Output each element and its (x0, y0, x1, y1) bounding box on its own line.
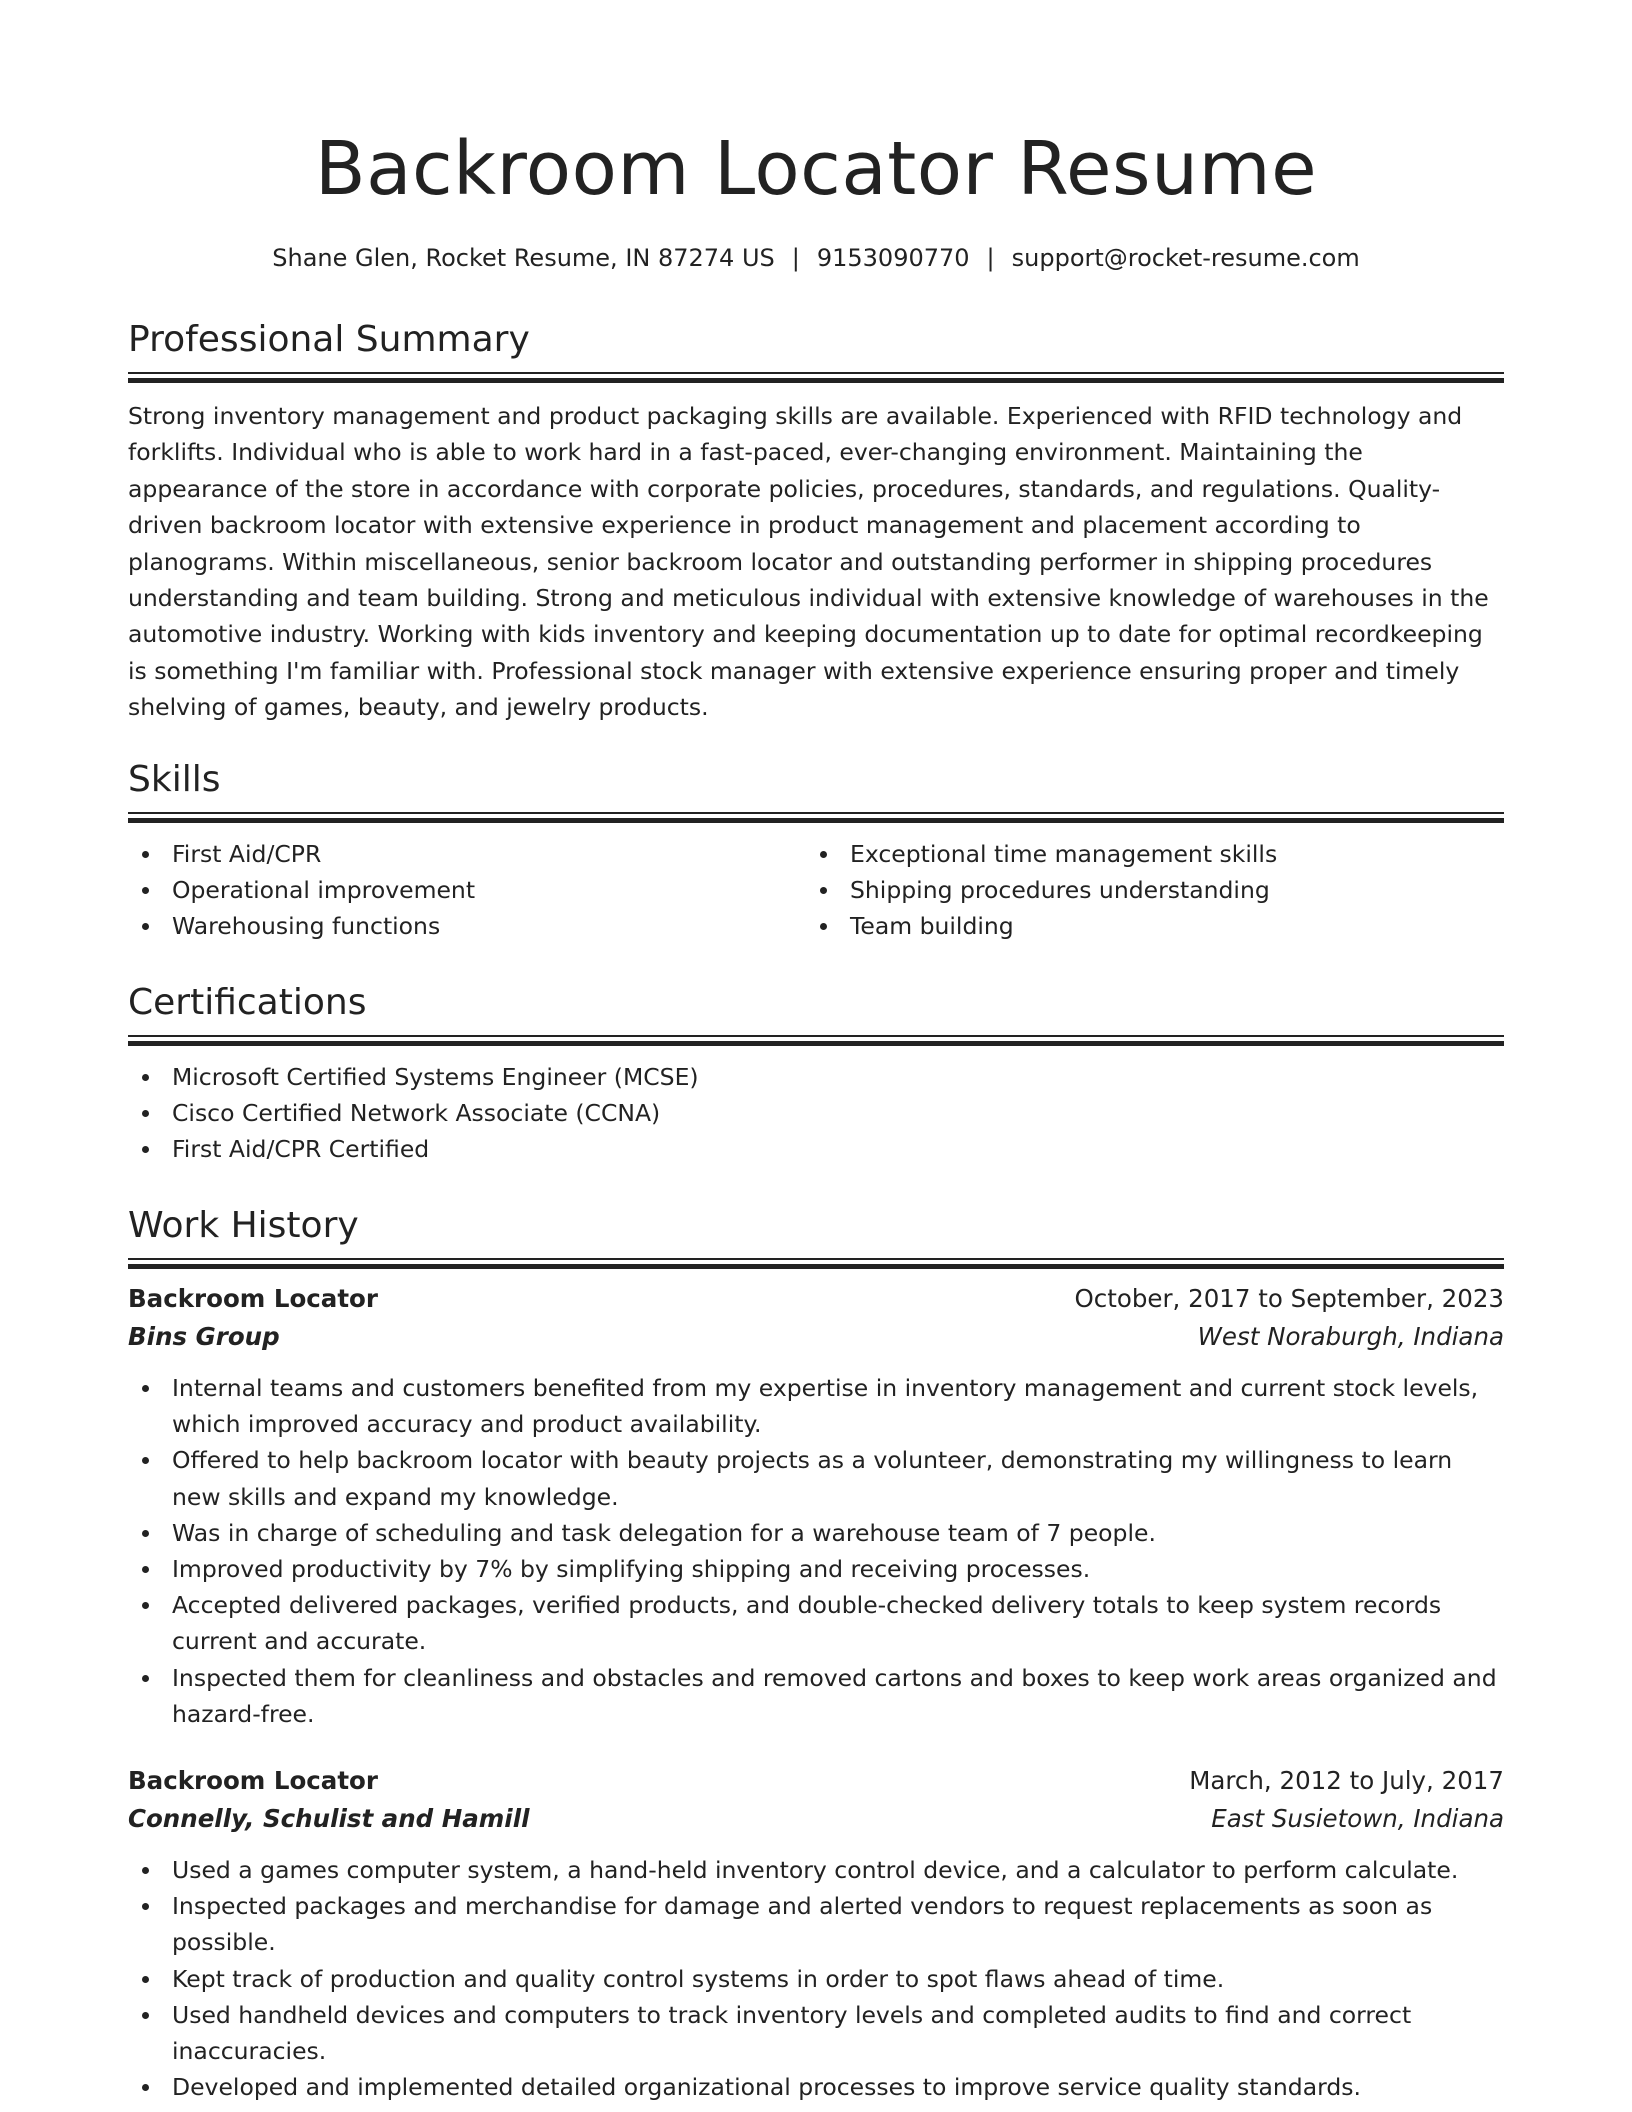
section-divider (128, 812, 1504, 822)
job-dates: October, 2017 to September, 2023 (1074, 1284, 1504, 1313)
section-heading-summary: Professional Summary (128, 319, 530, 360)
job-bullet: Used a games computer system, a hand-held inventory control device, and a calculator to perform calculate. (128, 1852, 1504, 1888)
skill-item: Operational improvement (128, 872, 806, 908)
skill-item: Warehousing functions (128, 908, 806, 944)
job-bullet: Accepted delivered packages, verified products, and double-checked delivery totals to keep system records current and accurate. (128, 1587, 1504, 1659)
job-header (128, 1762, 1504, 1800)
job-company: Connelly, Schulist and Hamill (128, 1804, 530, 1834)
skills-section (128, 758, 1504, 945)
separator: | (791, 244, 800, 272)
job-bullets (128, 1852, 1504, 2105)
contact-phone: 9153090770 (816, 244, 970, 272)
job-bullet: Used handheld devices and computers to track inventory levels and completed audits to find and correct inaccuracies. (128, 1997, 1504, 2069)
certifications-list (128, 1059, 1504, 1168)
job-bullet: Was in charge of scheduling and task delegation for a warehouse team of 7 people. (128, 1515, 1504, 1551)
job-company: Bins Group (128, 1322, 280, 1351)
skills-list-left (128, 836, 806, 945)
skills-grid (128, 836, 1504, 945)
contact-email[interactable]: support@rocket-resume.com (1011, 244, 1360, 272)
skill-item: Shipping procedures understanding (806, 872, 1484, 908)
certifications-section (128, 981, 1504, 1168)
section-divider (128, 1035, 1504, 1045)
section-heading-work-history: Work History (128, 1205, 359, 1246)
job-header (128, 1280, 1504, 1318)
job-bullet: Offered to help backroom locator with beauty projects as a volunteer, demonstrating my willingness to learn new skills and expand my knowledge. (128, 1442, 1504, 1514)
job-entry (128, 1280, 1504, 1732)
separator: | (986, 244, 995, 272)
job-bullet: Internal teams and customers benefited from my expertise in inventory management and current stock levels, which improved accuracy and product availability. (128, 1370, 1504, 1442)
job-title: Backroom Locator (128, 1766, 378, 1796)
contact-line (128, 242, 1504, 274)
section-heading-skills: Skills (128, 759, 221, 800)
job-bullets (128, 1370, 1504, 1732)
job-location: West Noraburgh, Indiana (1197, 1322, 1504, 1351)
summary-text: Strong inventory management and product packaging skills are available. Experienced with RFID technology and forklifts. Individual who is able to work hard in a fast-paced, ever-changing environment. Maintaining the appearance of the store in accordance with corporate policies, procedures, standards, and regulations. Quality-driven backroom locator with extensive experience in product management and placement according to planograms. Within miscellaneous, senior backroom locator and outstanding performer in shipping procedures understanding and team building. Strong and meticulous individual with extensive knowledge of warehouses in the automotive industry. Working with kids inventory and keeping documentation up to date for optimal recordkeeping is something I'm familiar with. Professional stock manager with extensive experience ensuring proper and timely shelving of games, beauty, and jewelry products. (128, 402, 1489, 722)
job-bullet: Developed and implemented detailed organizational processes to improve service quality standards. (128, 2069, 1504, 2105)
job-bullet: Kept track of production and quality control systems in order to spot flaws ahead of time. (128, 1961, 1504, 1997)
section-divider (128, 372, 1504, 382)
job-dates: March, 2012 to July, 2017 (1189, 1766, 1504, 1796)
section-heading-certifications: Certifications (128, 982, 367, 1023)
certification-item: Microsoft Certified Systems Engineer (MCSE) (128, 1059, 1504, 1095)
summary-section (128, 318, 1504, 726)
skills-list-right (806, 836, 1484, 945)
resume-title: Backroom Locator Resume (314, 126, 1318, 212)
skill-item: Team building (806, 908, 1484, 944)
job-bullet: Inspected them for cleanliness and obstacles and removed cartons and boxes to keep work areas organized and hazard-free. (128, 1660, 1504, 1732)
job-subheader (128, 1800, 1504, 1838)
job-title: Backroom Locator (128, 1284, 378, 1313)
contact-address: Shane Glen, Rocket Resume, IN 87274 US (272, 244, 775, 272)
skill-item: Exceptional time management skills (806, 836, 1484, 872)
job-bullet: Inspected packages and merchandise for damage and alerted vendors to request replacements as soon as possible. (128, 1888, 1504, 1960)
work-history-section (128, 1204, 1504, 2105)
job-subheader (128, 1318, 1504, 1356)
job-entry (128, 1762, 1504, 2105)
skill-item: First Aid/CPR (128, 836, 806, 872)
job-bullet: Improved productivity by 7% by simplifying shipping and receiving processes. (128, 1551, 1504, 1587)
job-location: East Susietown, Indiana (1211, 1804, 1504, 1834)
certification-item: Cisco Certified Network Associate (CCNA) (128, 1095, 1504, 1131)
section-divider (128, 1258, 1504, 1268)
resume-page (128, 0, 1504, 2102)
certification-item: First Aid/CPR Certified (128, 1131, 1504, 1167)
